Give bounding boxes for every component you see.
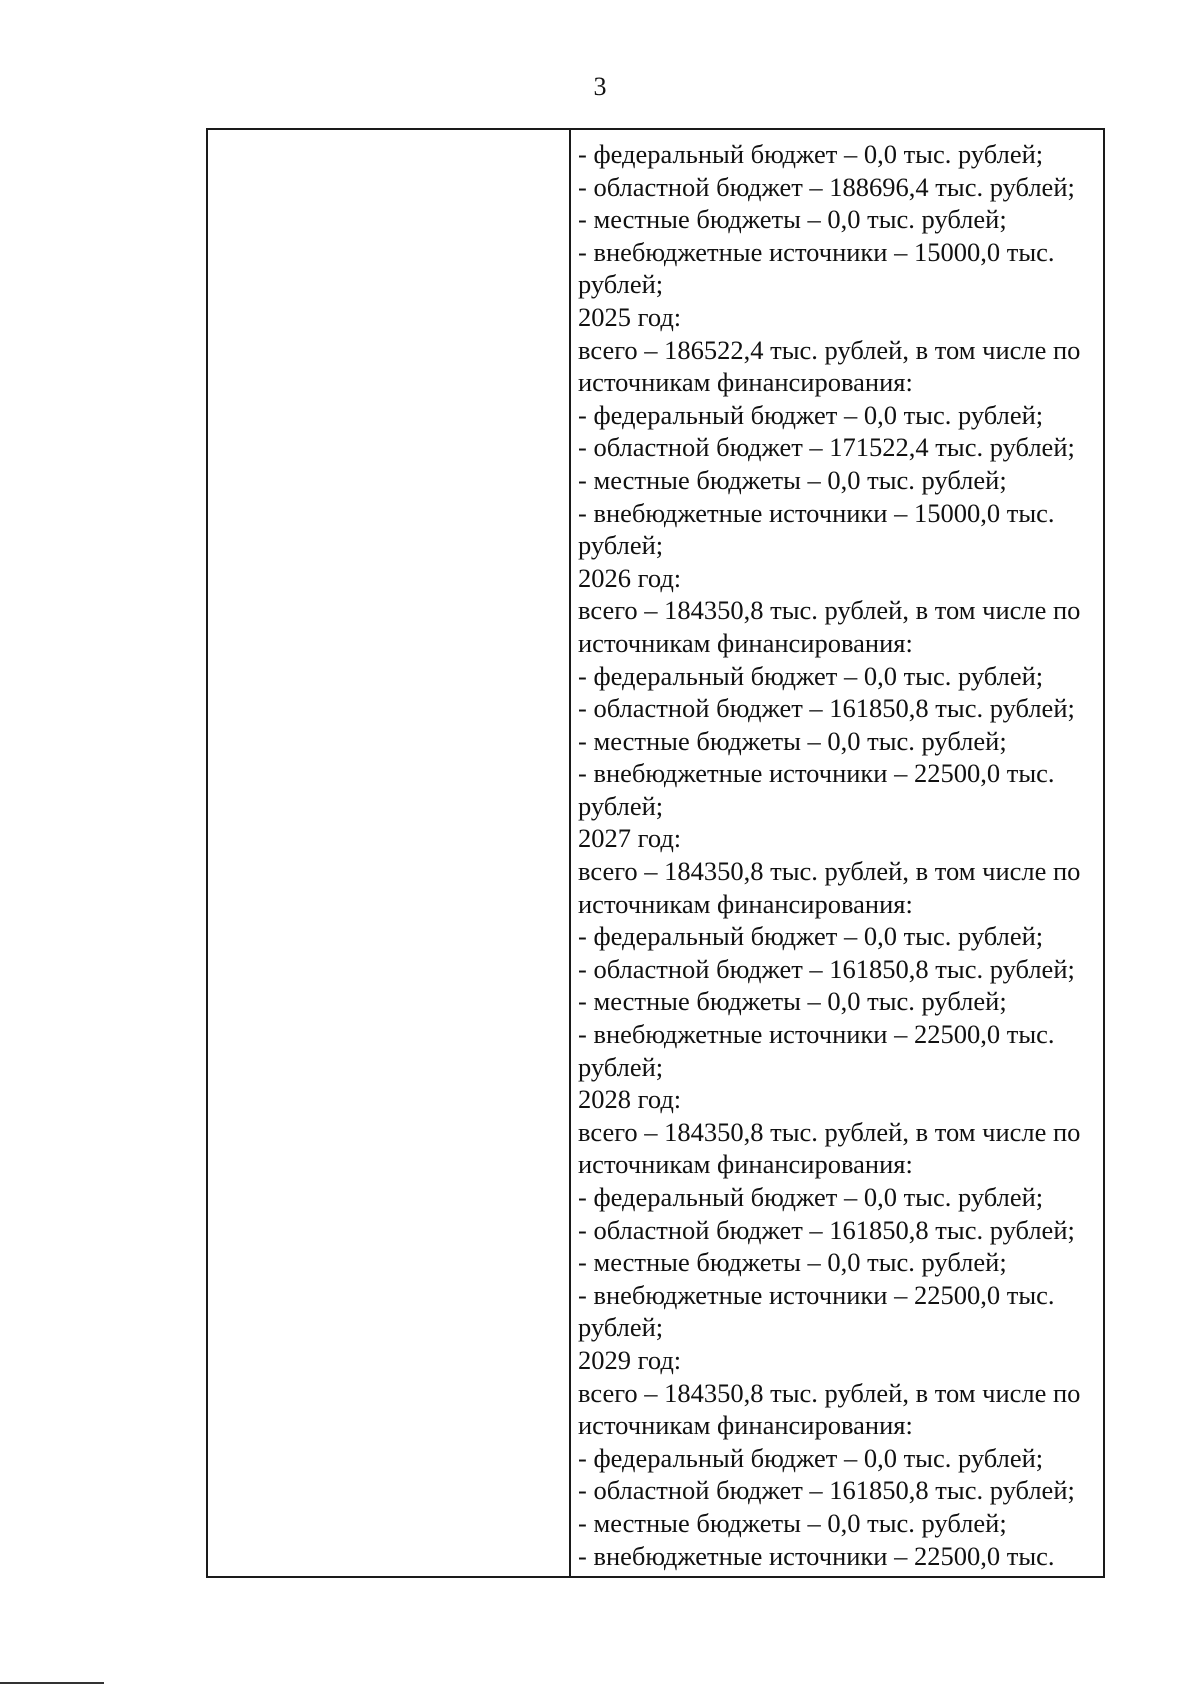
text-line: - областной бюджет – 188696,4 тыс. рублей; (578, 171, 1075, 202)
table-left-cell (208, 130, 571, 1576)
text-line: всего – 184350,8 тыс. рублей, в том числе по (578, 856, 1081, 887)
text-line: всего – 186522,4 тыс. рублей, в том числе по (578, 334, 1081, 365)
text-line: - местные бюджеты – 0,0 тыс. рублей; (578, 1247, 1007, 1278)
text-line: - внебюджетные источники – 15000,0 тыс. (578, 497, 1055, 528)
text-line: рублей; (578, 790, 664, 821)
text-line: - федеральный бюджет – 0,0 тыс. рублей; (578, 1442, 1044, 1473)
text-line: рублей; (578, 530, 664, 561)
text-line: источникам финансирования: (578, 367, 913, 398)
text-line: - областной бюджет – 161850,8 тыс. рублей; (578, 1214, 1075, 1245)
year-heading: 2025 год: (578, 301, 682, 332)
text-line: - внебюджетные источники – 22500,0 тыс. (578, 1019, 1055, 1050)
text-line: - местные бюджеты – 0,0 тыс. рублей; (578, 204, 1007, 235)
text-line: - внебюджетные источники – 22500,0 тыс. (578, 1540, 1055, 1571)
text-line: - местные бюджеты – 0,0 тыс. рублей; (578, 986, 1007, 1017)
year-heading: 2026 год: (578, 562, 682, 593)
text-line: всего – 184350,8 тыс. рублей, в том числе по (578, 1377, 1081, 1408)
text-line: - областной бюджет – 161850,8 тыс. рублей; (578, 693, 1075, 724)
year-heading: 2027 год: (578, 823, 682, 854)
text-line: - местные бюджеты – 0,0 тыс. рублей; (578, 464, 1007, 495)
footer-rule (0, 1682, 104, 1684)
text-line: источникам финансирования: (578, 1149, 913, 1180)
text-line: - федеральный бюджет – 0,0 тыс. рублей; (578, 399, 1044, 430)
year-heading: 2028 год: (578, 1084, 682, 1115)
text-line: - внебюджетные источники – 22500,0 тыс. (578, 1279, 1055, 1310)
text-line: - федеральный бюджет – 0,0 тыс. рублей; (578, 139, 1044, 169)
table-right-cell (571, 130, 1103, 1576)
text-line: всего – 184350,8 тыс. рублей, в том числе по (578, 595, 1081, 626)
text-line: источникам финансирования: (578, 627, 913, 658)
text-line: - внебюджетные источники – 22500,0 тыс. (578, 758, 1055, 789)
financing-table (206, 128, 1105, 1578)
text-line: - местные бюджеты – 0,0 тыс. рублей; (578, 725, 1007, 756)
page-number: 3 (593, 72, 607, 101)
text-line: - областной бюджет – 171522,4 тыс. рублей; (578, 432, 1075, 463)
text-line: рублей; (578, 269, 664, 300)
text-line: - федеральный бюджет – 0,0 тыс. рублей; (578, 1182, 1044, 1212)
text-line: рублей; (578, 1051, 664, 1082)
text-line: источникам финансирования: (578, 1410, 913, 1441)
text-line: источникам финансирования: (578, 888, 913, 919)
text-line: - областной бюджет – 161850,8 тыс. рублей; (578, 953, 1075, 984)
year-heading: 2029 год: (578, 1344, 682, 1375)
text-line: - местные бюджеты – 0,0 тыс. рублей; (578, 1507, 1007, 1538)
text-line: - федеральный бюджет – 0,0 тыс. рублей; (578, 921, 1044, 952)
text-line: - внебюджетные источники – 15000,0 тыс. (578, 236, 1055, 267)
text-line: всего – 184350,8 тыс. рублей, в том числе по (578, 1116, 1081, 1147)
text-line: - областной бюджет – 161850,8 тыс. рублей; (578, 1475, 1075, 1506)
text-line: - федеральный бюджет – 0,0 тыс. рублей; (578, 660, 1044, 691)
text-line: рублей; (578, 1312, 664, 1343)
